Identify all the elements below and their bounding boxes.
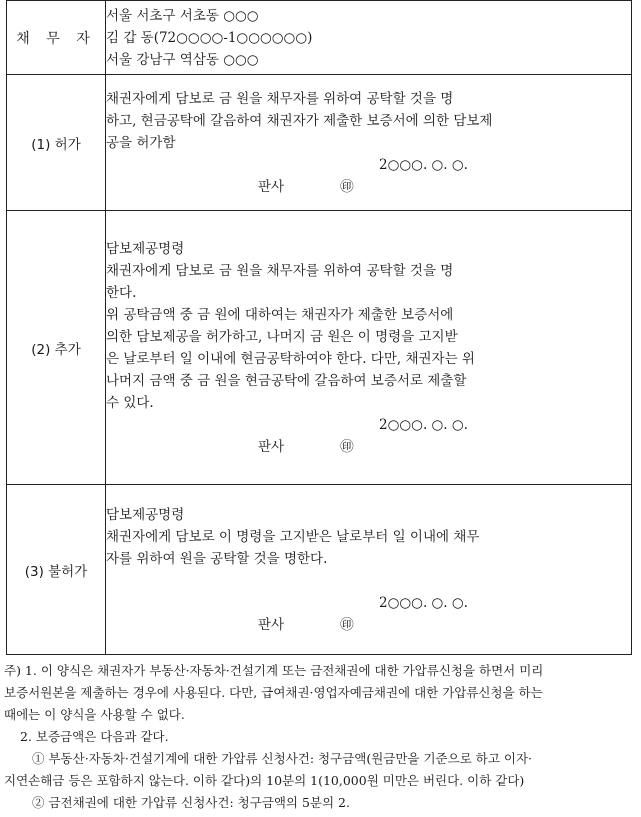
order-date: 2○○○. ○. ○. (379, 156, 468, 173)
judge-signature (106, 176, 631, 198)
section-body-addition (106, 211, 632, 485)
body-line: 담보제공명령 (106, 506, 185, 523)
judge-signature (106, 614, 631, 636)
section-label-addition: (2) 추가 (7, 211, 106, 485)
section-body-denial (106, 485, 632, 655)
debtor-label: 채 무 자 (7, 1, 106, 75)
note-line: 2. 보증금액은 다음과 같다. (20, 729, 169, 744)
body-line: 채권자에게 담보로 금 원을 채무자를 위하여 공탁할 것을 명 (106, 90, 454, 107)
body-line: 채권자에게 담보로 이 명령을 고지받은 날로부터 일 이내에 채무 (106, 528, 480, 545)
section-label-permit: (1) 허가 (7, 75, 106, 211)
note-line: ① 부동산·자동차·건설기계에 대한 가압류 신청사건: 청구금액(원금만을 기준으로 하고 이자· (32, 751, 532, 766)
debtor-address-line: 서울 강남구 역삼동 ○○○ (106, 51, 259, 68)
seal-icon: ㊞ (340, 178, 354, 195)
judge-label: 판사 (258, 438, 285, 455)
debtor-info (106, 1, 632, 75)
seal-icon: ㊞ (340, 616, 354, 633)
judge-label: 판사 (258, 616, 285, 633)
judge-signature (106, 436, 631, 458)
body-line: 하고, 현금공탁에 갈음하여 채권자가 제출한 보증서에 의한 담보제 (106, 112, 493, 129)
seal-icon: ㊞ (340, 438, 354, 455)
note-line: ② 금전채권에 대한 가압류 신청사건: 청구금액의 5분의 2. (32, 795, 350, 810)
debtor-name-line: 김 갑 동(72○○○○-1○○○○○○) (106, 29, 313, 46)
order-date: 2○○○. ○. ○. (379, 594, 468, 611)
note-line: 보증서원본을 제출하는 경우에 사용된다. 다만, 급여채권·영업자예금채권에 대한 가압류신청을 하는 (4, 685, 543, 700)
body-line: 한다. (106, 284, 137, 301)
security-order-form (6, 0, 632, 655)
body-line: 공을 허가함 (106, 134, 176, 151)
body-line: 자를 위하여 원을 공탁할 것을 명한다. (106, 550, 328, 567)
blank-line (106, 570, 631, 592)
note-line: 주) 1. 이 양식은 채권자가 부동산·자동차·건설기계 또는 금전채권에 대한 가압류신청을 하면서 미리 (4, 663, 544, 678)
body-line: 수 있다. (106, 394, 154, 411)
section-label-denial: (3) 불허가 (7, 485, 106, 655)
body-line: 담보제공명령 (106, 240, 185, 257)
footnotes (4, 660, 634, 814)
body-line: 채권자에게 담보로 금 원을 채무자를 위하여 공탁할 것을 명 (106, 262, 454, 279)
judge-label: 판사 (258, 178, 285, 195)
body-line: 위 공탁금액 중 금 원에 대하여는 채권자가 제출한 보증서에 (106, 306, 454, 323)
debtor-address-line: 서울 서초구 서초동 ○○○ (106, 7, 259, 24)
body-line: 의한 담보제공을 허가하고, 나머지 금 원은 이 명령을 고지받 (106, 328, 458, 345)
note-line: 지연손해금 등은 포함하지 않는다. 이하 같다)의 10분의 1(10,000원 미만은 버린다. 이하 같다) (4, 773, 525, 788)
note-line: 때에는 이 양식을 사용할 수 없다. (4, 707, 185, 722)
body-line: 은 날로부터 일 이내에 현금공탁하여야 한다. 다만, 채권자는 위 (106, 350, 475, 367)
order-date: 2○○○. ○. ○. (379, 416, 468, 433)
section-body-permit (106, 75, 632, 211)
body-line: 나머지 금액 중 금 원을 현금공탁에 갈음하여 보증서로 제출할 (106, 372, 467, 389)
